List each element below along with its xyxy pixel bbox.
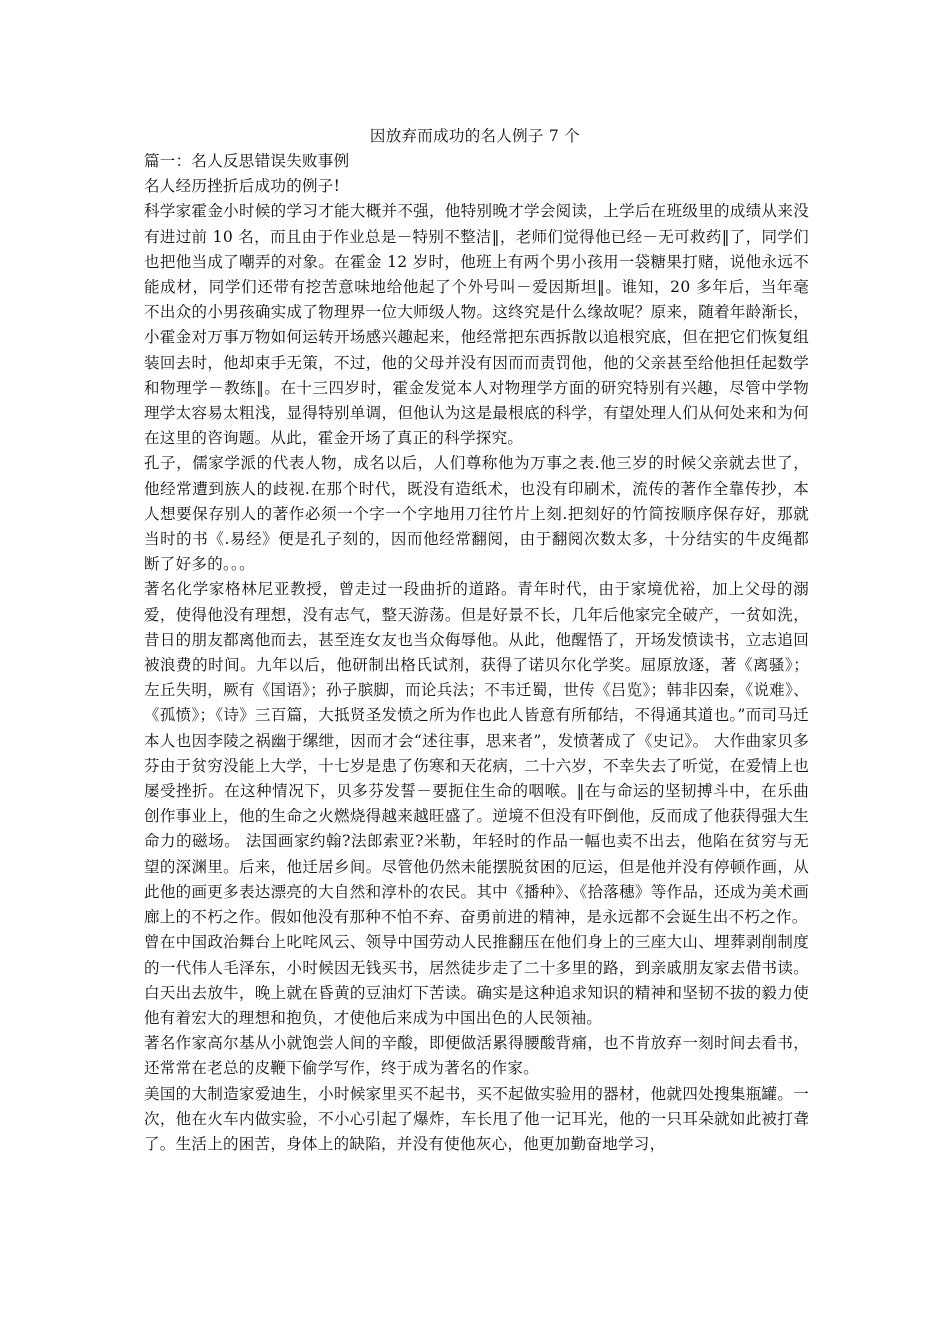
paragraph-edison: 美国的大制造家爱迪生，小时候家里买不起书，买不起做实验用的器材，他就四处搜集瓶罐。一次，他在火车内做实验，不小心引起了爆炸，车长甩了他一记耳光，他的一只耳朵就如此被打聋了。生活上的困苦，身体上的缺陷，并没有使他灰心，他更加勤奋地学习， xyxy=(144,1084,809,1153)
paragraph-confucius: 孔子，儒家学派的代表人物，成名以后，人们尊称他为万事之表.他三岁的时候父亲就去世了，他经常遭到族人的歧视.在那个时代，既没有造纸术，也没有印刷术，流传的著作全靠传抄，本人想要保存别人的著作必须一个字一个字地用刀往竹片上刻.把刻好的竹简按顺序保存好，那就当时的书《.易经》便是孔子刻的，因而他经常翻阅，由于翻阅次数太多，十分结实的牛皮绳都断了好多的。。。 xyxy=(144,454,809,574)
paragraph-gorky: 著名作家高尔基从小就饱尝人间的辛酸，即便做活累得腰酸背痛，也不肯放弃一刻时间去看书，还常常在老总的皮鞭下偷学写作，终于成为著名的作家。 xyxy=(144,1034,809,1078)
document-title: 因放弃而成功的名人例子 7 个 xyxy=(369,127,581,145)
section-subheading: 名人经历挫折后成功的例子! xyxy=(144,177,341,196)
section-heading: 篇一：名人反思错误失败事例 xyxy=(144,152,350,170)
paragraph-grignard: 著名化学家格林尼亚教授，曾走过一段曲折的道路。青年时代，由于家境优裕，加上父母的溺爱，使得他没有理想，没有志气，整天游荡。但是好景不长，几年后他家完全破产，一贫如洗，昔日的朋友都离他而去，甚至连女友也当众侮辱他。从此，他醒悟了，开场发愤读书，立志追回被浪费的时间。九年以后，他研制出格氏试剂，获得了诺贝尔化学奖。屈原放逐，著《离骚》；左丘失明，厥有《国语》；孙子膑脚，而论兵法；不韦迁蜀，世传《吕览》；韩非囚秦，《说难》、《孤愤》；《诗》三百篇，大抵贤圣发愤之所为作也此人皆意有所郁结，不得通其道也。”而司马迁本人也因李陵之祸幽于缧绁，因而才会“述往事，思来者”，发愤著成了《史记》。 大作曲家贝多芬由于贫穷没能上大学，十七岁是患了伤寒和天花病，二十六岁，不幸失去了听觉，在爱情上也屡受挫折。在这种情况下，贝多芬发誓－要扼住生命的咽喉。‖在与命运的坚韧搏斗中，在乐曲创作事业上，他的生命之火燃烧得越来越旺盛了。逆境不但没有吓倒他，反而成了他获得强大生命力的磁场。 法国画家约翰?法郎索亚?米勒，年轻时的作品一幅也卖不出去，他陷在贫穷与无望的深渊里。后来，他迁居乡间。尽管他仍然未能摆脱贫困的厄运，但是他并没有停顿作画，从此他的画更多表达漂亮的大自然和淳朴的农民。其中《播种》、《拾落穗》等作品，还成为美术画廊上的不朽之作。假如他没有那种不怕不弃、奋勇前进的精神，是永远都不会诞生出不朽之作。 xyxy=(144,580,809,927)
paragraph-hawking: 科学家霍金小时候的学习才能大概并不强，他特别晚才学会阅读，上学后在班级里的成绩从来没有进过前 10 名，而且由于作业总是－特别不整洁‖，老师们觉得他已经－无可救药‖了，同学们也把他当成了嘲弄的对象。在霍金 12 岁时，他班上有两个男小孩用一袋糖果打赌，说他永远不能成材，同学们还带有挖苦意味地给他起了个外号叫－爱因斯坦‖。谁知，20 多年后，当年毫不出众的小男孩确实成了物理界一位大师级人物。这终究是什么缘故呢？原来，随着年龄渐长，小霍金对万事万物如何运转开场感兴趣起来，他经常把东西拆散以追根究底，但在把它们恢复组装回去时，他却束手无策，不过，他的父母并没有因而而责罚他，他的父亲甚至给他担任起数学和物理学－教练‖。在十三四岁时，霍金发觉本人对物理学方面的研究特别有兴趣，尽管中学物理学太容易太粗浅，显得特别单调，但他认为这是最根底的科学，有望处理人们从何处来和为何在这里的咨询题。从此，霍金开场了真正的科学探究。 xyxy=(144,202,809,448)
paragraph-mao: 曾在中国政治舞台上叱咤风云、领导中国劳动人民推翻压在他们身上的三座大山、埋葬剥削制度的一代伟人毛泽东，小时候因无钱买书，居然徒步走了二十多里的路，到亲戚朋友家去借书读。白天出去放牛，晚上就在昏黄的豆油灯下苦读。确实是这种追求知识的精神和坚韧不拔的毅力使他有着宏大的理想和抱负，才使他后来成为中国出色的人民领袖。 xyxy=(144,933,809,1027)
document-body xyxy=(144,149,809,1157)
